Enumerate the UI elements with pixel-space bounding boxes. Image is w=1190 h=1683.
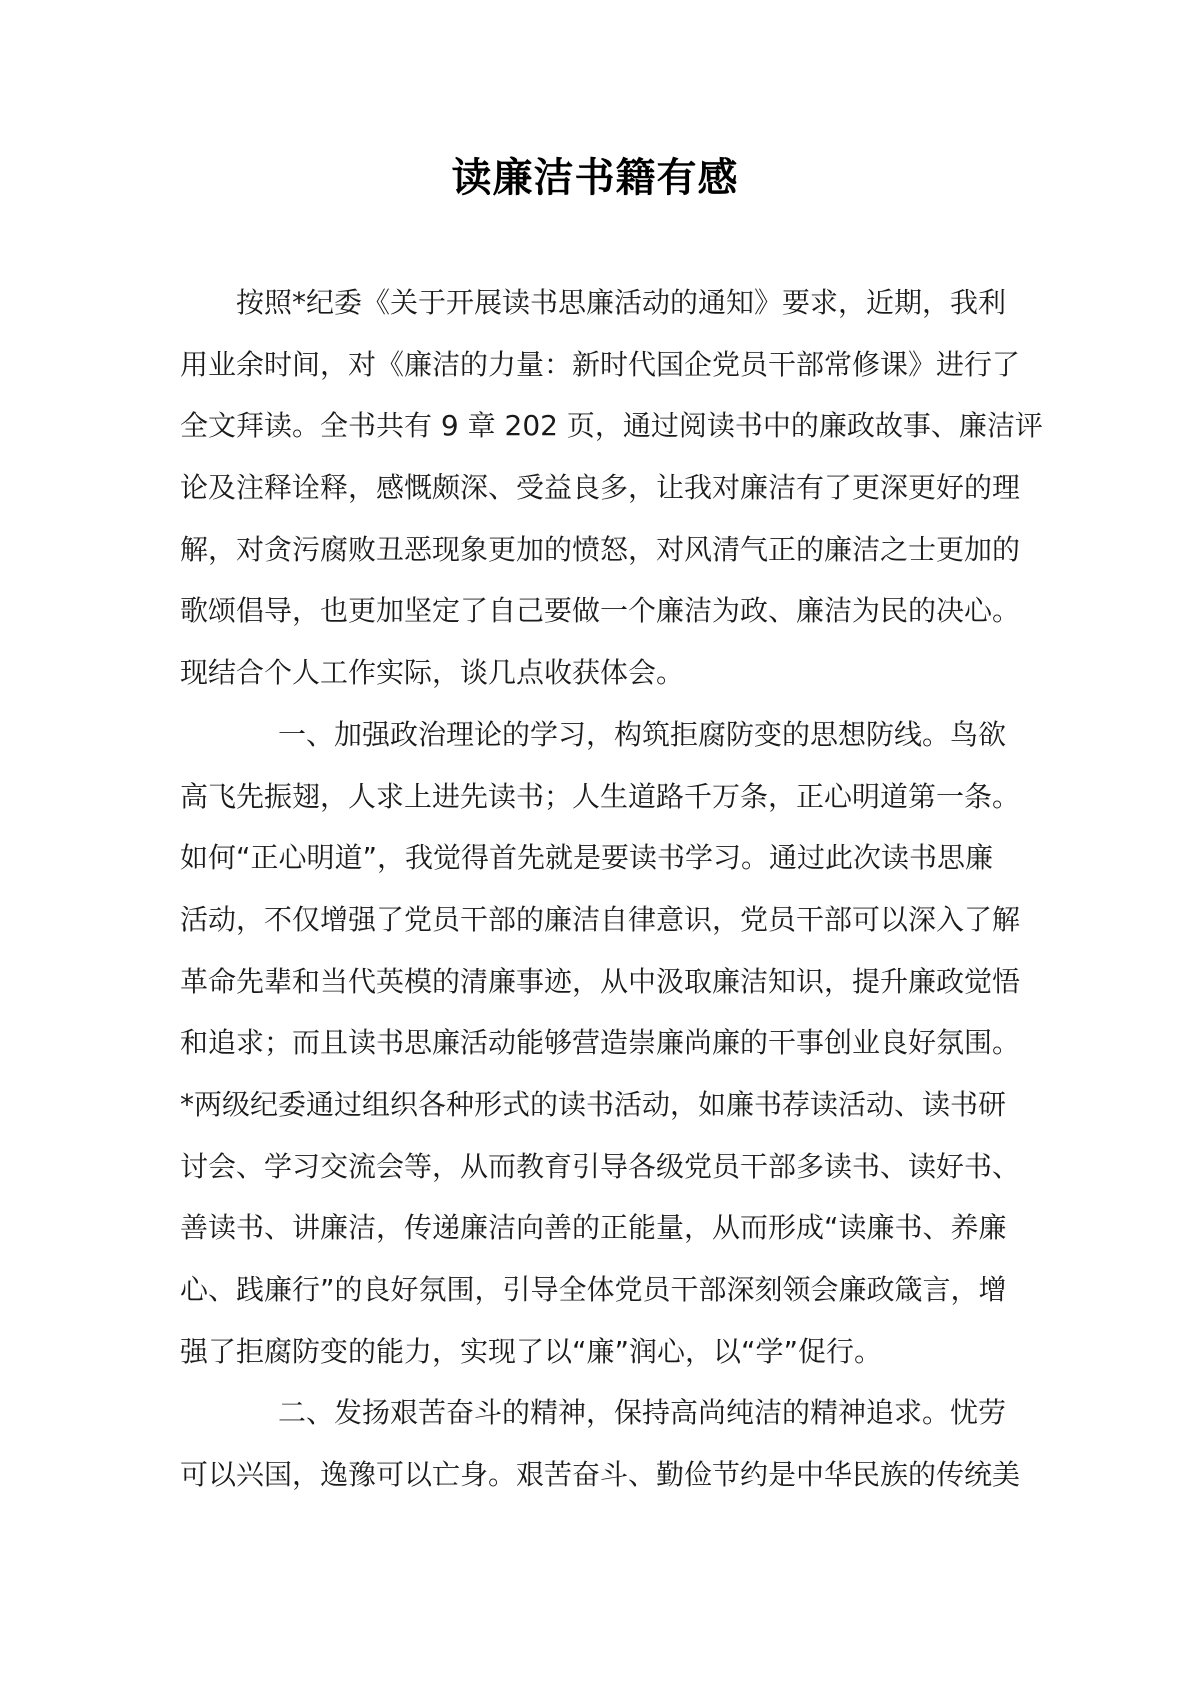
paragraph-line: 高飞先振翅，人求上进先读书；人生道路千万条，正心明道第一条。 [180, 779, 1021, 813]
paragraph-line: 革命先辈和当代英模的清廉事迹，从中汲取廉洁知识，提升廉政觉悟 [180, 964, 1021, 998]
section-heading-line: 二、发扬艰苦奋斗的精神，保持高尚纯洁的精神追求。忧劳 [278, 1396, 1007, 1430]
paragraph-line: 善读书、讲廉洁，传递廉洁向善的正能量，从而形成“读廉书、养廉 [180, 1211, 1007, 1245]
document-title: 读廉洁书籍有感 [451, 155, 739, 201]
paragraph-line: 论及注释诠释，感慨颇深、受益良多，让我对廉洁有了更深更好的理 [180, 471, 1021, 505]
paragraph-line: 可以兴国，逸豫可以亡身。艰苦奋斗、勤俭节约是中华民族的传统美 [180, 1458, 1021, 1492]
document-body [180, 272, 1043, 1506]
paragraph-line: 按照*纪委《关于开展读书思廉活动的通知》要求，近期，我利 [236, 286, 1007, 319]
paragraph-line: 讨会、学习交流会等，从而教育引导各级党员干部多读书、读好书、 [180, 1149, 1021, 1183]
paragraph-line: 解，对贪污腐败丑恶现象更加的愤怒，对风清气正的廉洁之士更加的 [180, 532, 1021, 566]
paragraph-line: 如何“正心明道”，我觉得首先就是要读书学习。通过此次读书思廉 [180, 841, 994, 875]
paragraph-line: 全文拜读。全书共有 9 章 202 页，通过阅读书中的廉政故事、廉洁评 [180, 409, 1043, 443]
paragraph-line: *两级纪委通过组织各种形式的读书活动，如廉书荐读活动、读书研 [180, 1087, 1007, 1121]
paragraph-line: 歌颂倡导，也更加坚定了自己要做一个廉洁为政、廉洁为民的决心。 [180, 594, 1021, 628]
paragraph-line: 现结合个人工作实际，谈几点收获体会。 [180, 656, 685, 690]
paragraph-line: 强了拒腐防变的能力，实现了以“廉”润心，以“学”促行。 [180, 1334, 883, 1368]
paragraph-line: 活动，不仅增强了党员干部的廉洁自律意识，党员干部可以深入了解 [180, 902, 1021, 936]
section-heading-line: 一、加强政治理论的学习，构筑拒腐防变的思想防线。鸟欲 [278, 717, 1007, 751]
paragraph-line: 和追求；而且读书思廉活动能够营造崇廉尚廉的干事创业良好氛围。 [180, 1026, 1021, 1060]
paragraph-line: 心、践廉行”的良好氛围，引导全体党员干部深刻领会廉政箴言，增 [180, 1273, 1007, 1306]
paragraph-line: 用业余时间，对《廉洁的力量：新时代国企党员干部常修课》进行了 [180, 347, 1021, 381]
